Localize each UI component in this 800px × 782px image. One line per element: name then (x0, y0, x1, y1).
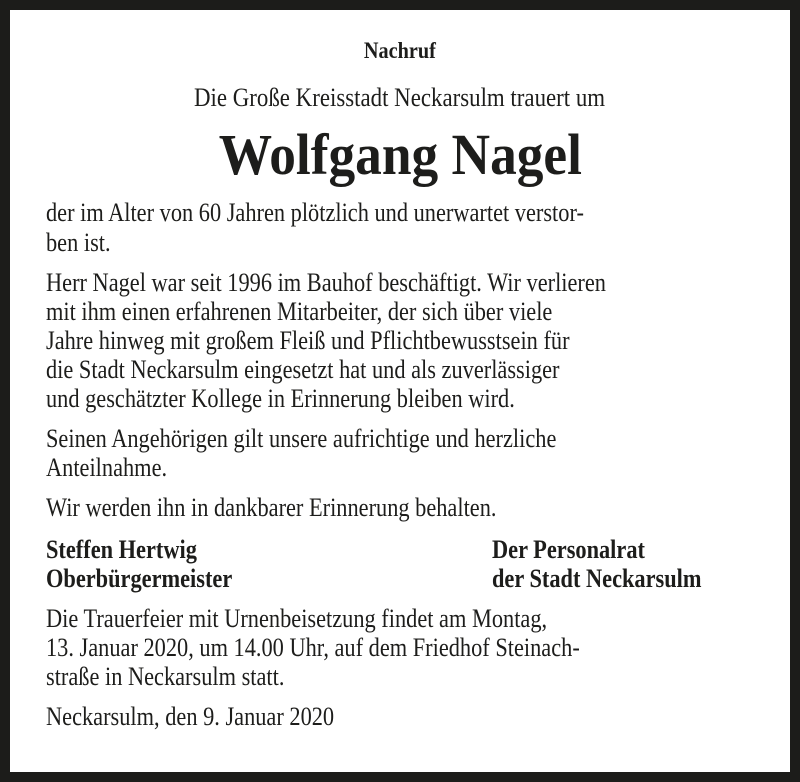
signature-right-title: der Stadt Neckarsulm (492, 564, 702, 593)
funeral-info-line: Die Trauerfeier mit Urnenbeisetzung findet am Montag, (46, 604, 548, 633)
signature-left-title: Oberbürgermeister (46, 564, 233, 593)
deceased-name-text: Wolfgang Nagel (218, 122, 582, 187)
paragraph-career-line: Herr Nagel war seit 1996 im Bauhof beschäftigt. Wir verlieren (46, 268, 606, 297)
dateline: Neckarsulm, den 9. Januar 2020 (46, 702, 335, 731)
obituary-notice (10, 10, 790, 772)
signature-right-name: Der Personalrat (492, 535, 645, 564)
paragraph-age-line: der im Alter von 60 Jahren plötzlich und unerwartet verstor- (46, 198, 584, 227)
paragraph-career-line: Jahre hinweg mit großem Fleiß und Pflichtbewusstsein für (46, 326, 570, 355)
notice-label (10, 36, 790, 66)
paragraph-condolence-line: Seinen Angehörigen gilt unsere aufrichtige und herzliche (46, 424, 557, 453)
paragraph-remembrance-line: Wir werden ihn in dankbarer Erinnerung behalten. (46, 493, 497, 522)
notice-subtitle-text: Die Große Kreisstadt Neckarsulm trauert um (194, 83, 606, 112)
paragraph-career-line: die Stadt Neckarsulm eingesetzt hat und als zuverlässiger (46, 355, 560, 384)
paragraph-career-line: mit ihm einen erfahrenen Mitarbeiter, der sich über viele (46, 297, 553, 326)
notice-label-text: Nachruf (364, 38, 436, 63)
signature-left-name: Steffen Hertwig (46, 535, 197, 564)
paragraph-age-line: ben ist. (46, 228, 111, 257)
deceased-name (10, 120, 790, 190)
funeral-info-line: straße in Neckarsulm statt. (46, 662, 285, 691)
funeral-info-line: 13. Januar 2020, um 14.00 Uhr, auf dem Friedhof Steinach- (46, 633, 580, 662)
notice-subtitle (10, 82, 790, 114)
paragraph-career-line: und geschätzter Kollege in Erinnerung bleiben wird. (46, 384, 515, 413)
paragraph-condolence-line: Anteilnahme. (46, 453, 168, 482)
